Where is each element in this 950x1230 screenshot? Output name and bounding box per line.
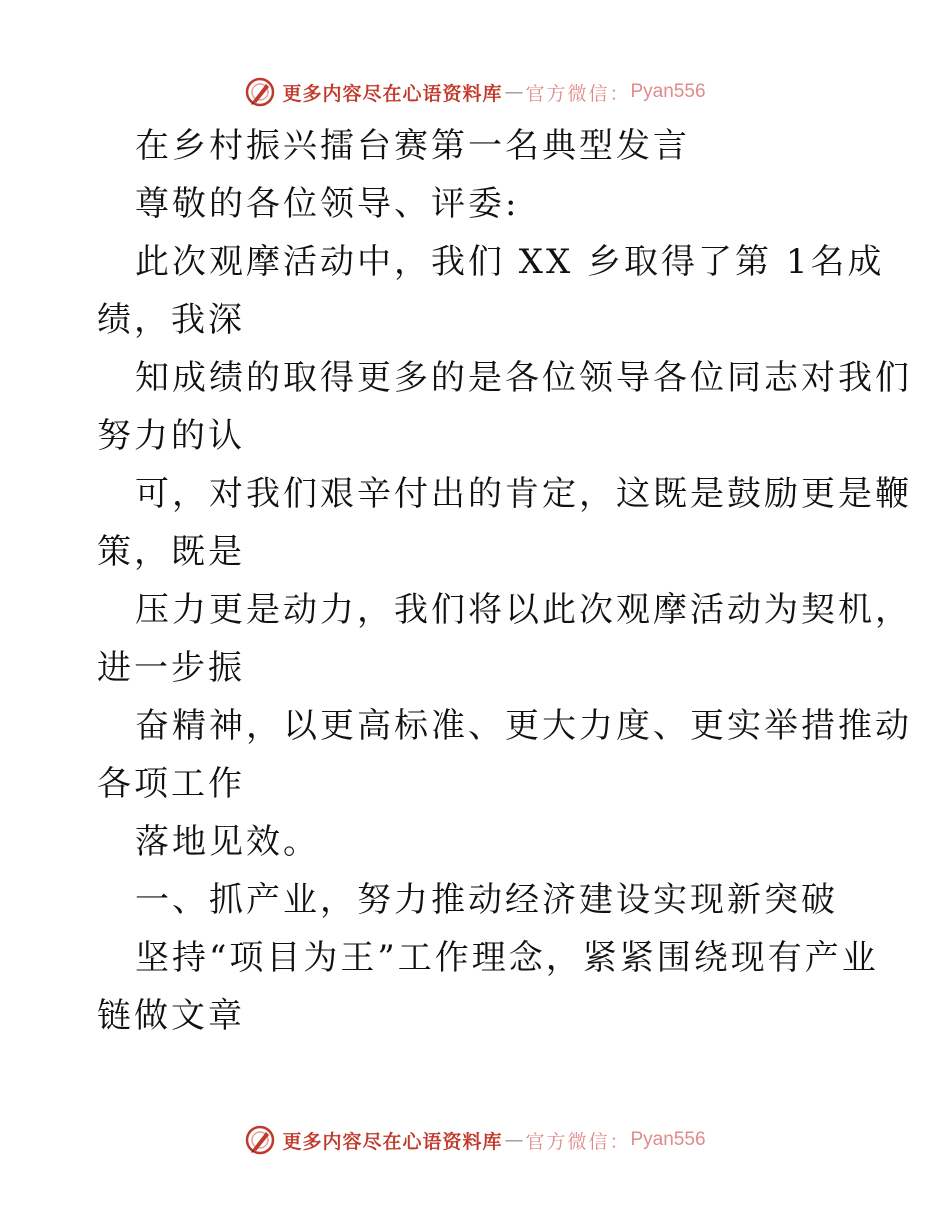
paragraph-line: 链做文章 (97, 996, 245, 1036)
footer-watermark (0, 1120, 950, 1160)
paragraph-line: 此次观摩活动中，我们 XX 乡取得了第 1名成 (135, 242, 885, 282)
watermark-slogan: 更多内容尽在心语资料库 (282, 82, 503, 105)
section-heading: 一、抓产业，努力推动经济建设实现新突破 (135, 880, 838, 920)
document-title: 在乡村振兴擂台赛第一名典型发言 (135, 126, 690, 166)
pen-logo-icon (244, 76, 276, 108)
paragraph-line: 努力的认 (97, 416, 245, 456)
header-watermark (0, 72, 950, 112)
paragraph-line: 坚持“项目为王”工作理念，紧紧围绕现有产业 (135, 938, 879, 978)
watermark-dash: — (504, 81, 524, 103)
document-body (97, 117, 912, 1045)
pen-logo-icon (244, 1124, 276, 1156)
watermark-label: 官方微信： (525, 1130, 631, 1153)
watermark-slogan: 更多内容尽在心语资料库 (282, 1130, 503, 1153)
paragraph-line: 知成绩的取得更多的是各位领导各位同志对我们 (135, 358, 912, 398)
watermark-wechat-id: Pyan556 (630, 1129, 706, 1150)
paragraph-line: 策，既是 (97, 532, 245, 572)
paragraph-line: 绩，我深 (97, 300, 245, 340)
watermark-label: 官方微信： (525, 82, 631, 105)
paragraph-line: 压力更是动力，我们将以此次观摩活动为契机， (135, 590, 912, 630)
watermark-dash: — (504, 1129, 524, 1151)
watermark-wechat-id: Pyan556 (630, 81, 706, 102)
salutation: 尊敬的各位领导、评委: (135, 184, 520, 224)
paragraph-line: 各项工作 (97, 764, 245, 804)
paragraph-line: 落地见效。 (135, 822, 320, 862)
paragraph-line: 可，对我们艰辛付出的肯定，这既是鼓励更是鞭 (135, 474, 912, 514)
paragraph-line: 进一步振 (97, 648, 245, 688)
paragraph-line: 奋精神，以更高标准、更大力度、更实举措推动 (135, 706, 912, 746)
